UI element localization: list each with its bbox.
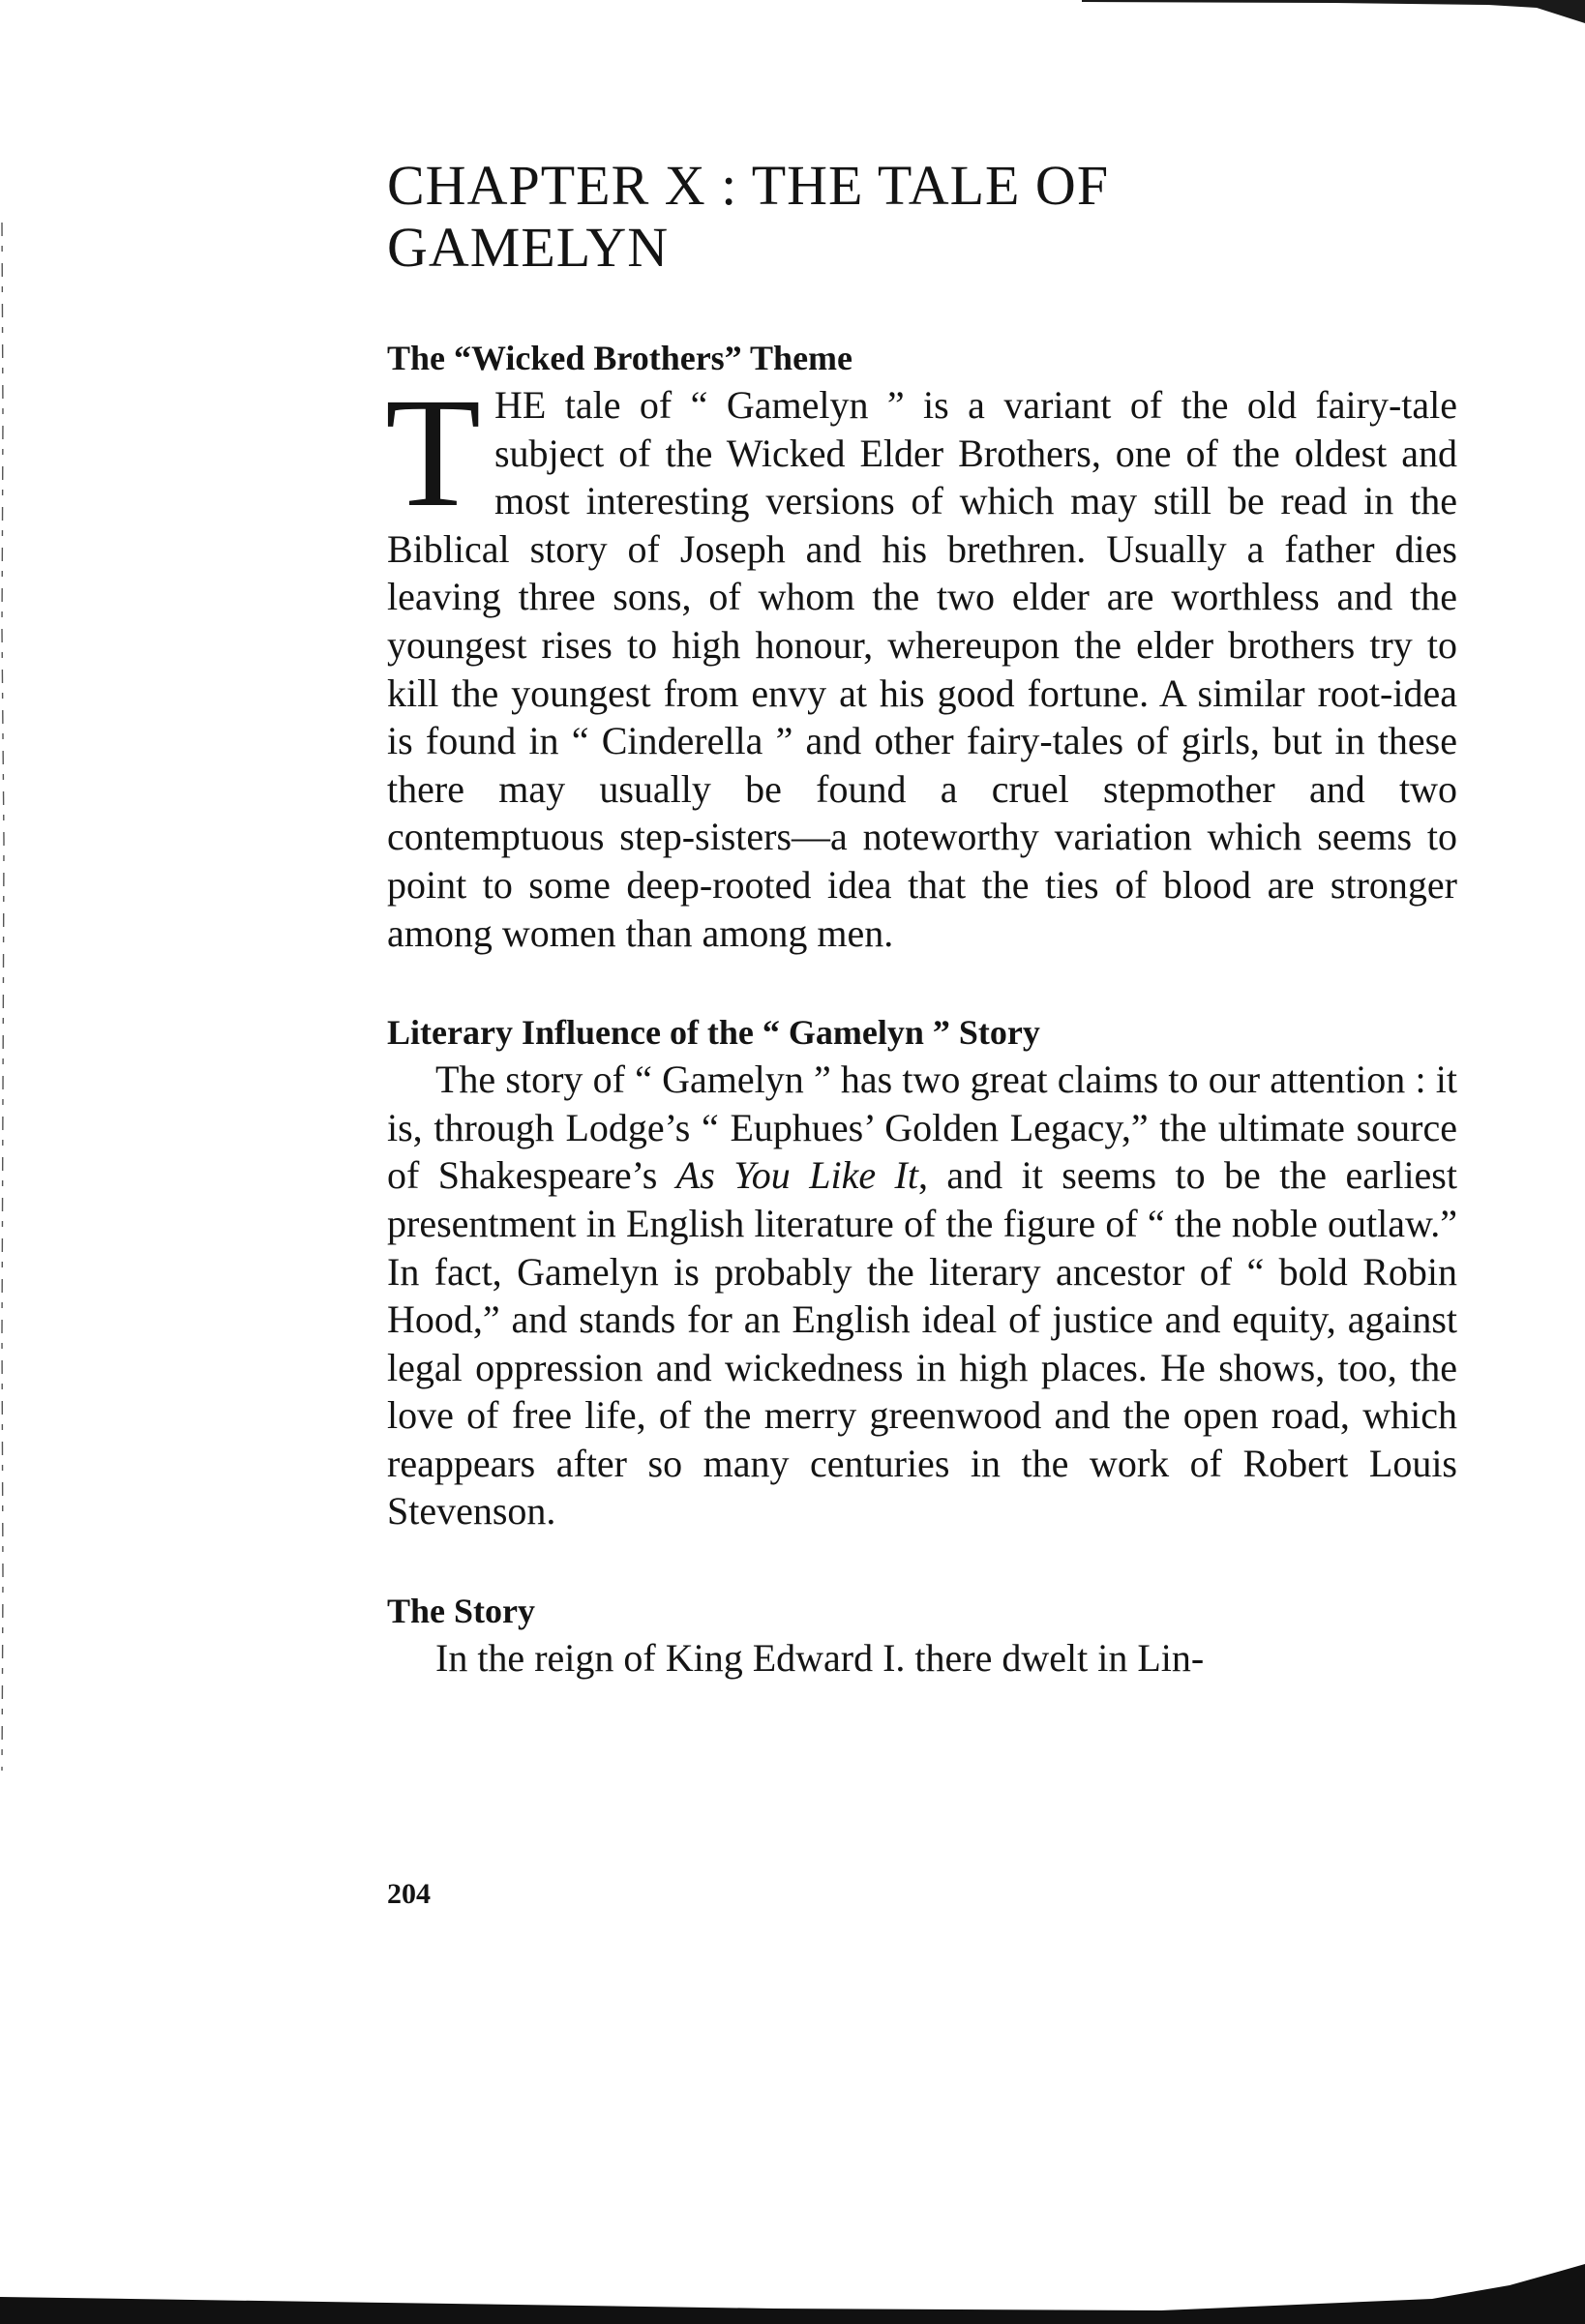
chapter-title-line-1: CHAPTER X : THE TALE OF: [387, 154, 1110, 217]
section-heading-literary-influence: Literary Influence of the “ Gamelyn ” Story: [387, 1013, 1040, 1053]
scan-edge-left: [0, 223, 10, 1771]
chapter-title: [387, 155, 1457, 279]
drop-cap: T: [385, 367, 481, 540]
scan-edge-top: [1082, 0, 1585, 39]
section-heading-the-story: The Story: [387, 1592, 535, 1631]
chapter-title-line-2: GAMELYN: [387, 216, 670, 279]
section-heading-wicked-brothers: The “Wicked Brothers” Theme: [387, 339, 853, 377]
paragraph-text: HE tale of “ Gamelyn ” is a variant of the old fairy-tale subject of the Wicked Elder Brothers, one of the oldest and most interesting versions of which may still be read in the Biblical story of Joseph and his brethren. Usually a father dies leaving three sons, of whom the two elder are worthless and the youngest rises to high honour, whereupon the elder brothers try to kill the youngest from envy at his good fortune. A similar root-idea is found in “ Cinderella ” and other fairy-tales of girls, but in these there may usually be found a cruel stepmother and two contemptuous step-sisters—a noteworthy variation which seems to point to some deep-rooted idea that the ties of blood are stronger among women than among men.: [387, 383, 1457, 955]
paragraph-the-story: In the reign of King Edward I. there dwelt in Lin-: [435, 1636, 1205, 1681]
paragraph-text: The story of “ Gamelyn ” has two great claims to our attention : it is, through Lodge’s “ Euphues’ Golden Legacy,” the ultimate source of Shakespeare’s: [387, 1058, 1457, 1198]
page-body: [387, 155, 1457, 1683]
scan-edge-bottom: [0, 2179, 1585, 2324]
paragraph-text: , and it seems to be the earliest presentment in English literature of the figure of “ the noble outlaw.” In fact, Gamelyn is probably the literary ancestor of “ bold Robin Hood,” and stands for an English ideal of justice and equity, against legal oppression and wickedness in high places. He shows, too, the love of free life, of the merry greenwood and the open road, which reappears after so many centuries in the work of Robert Louis Stevenson.: [387, 1153, 1457, 1534]
paragraph-literary-influence: [387, 1056, 1457, 1535]
page-number: 204: [387, 1878, 431, 1910]
play-title: As You Like It: [675, 1153, 918, 1198]
paragraph-wicked-brothers: [385, 367, 1457, 957]
